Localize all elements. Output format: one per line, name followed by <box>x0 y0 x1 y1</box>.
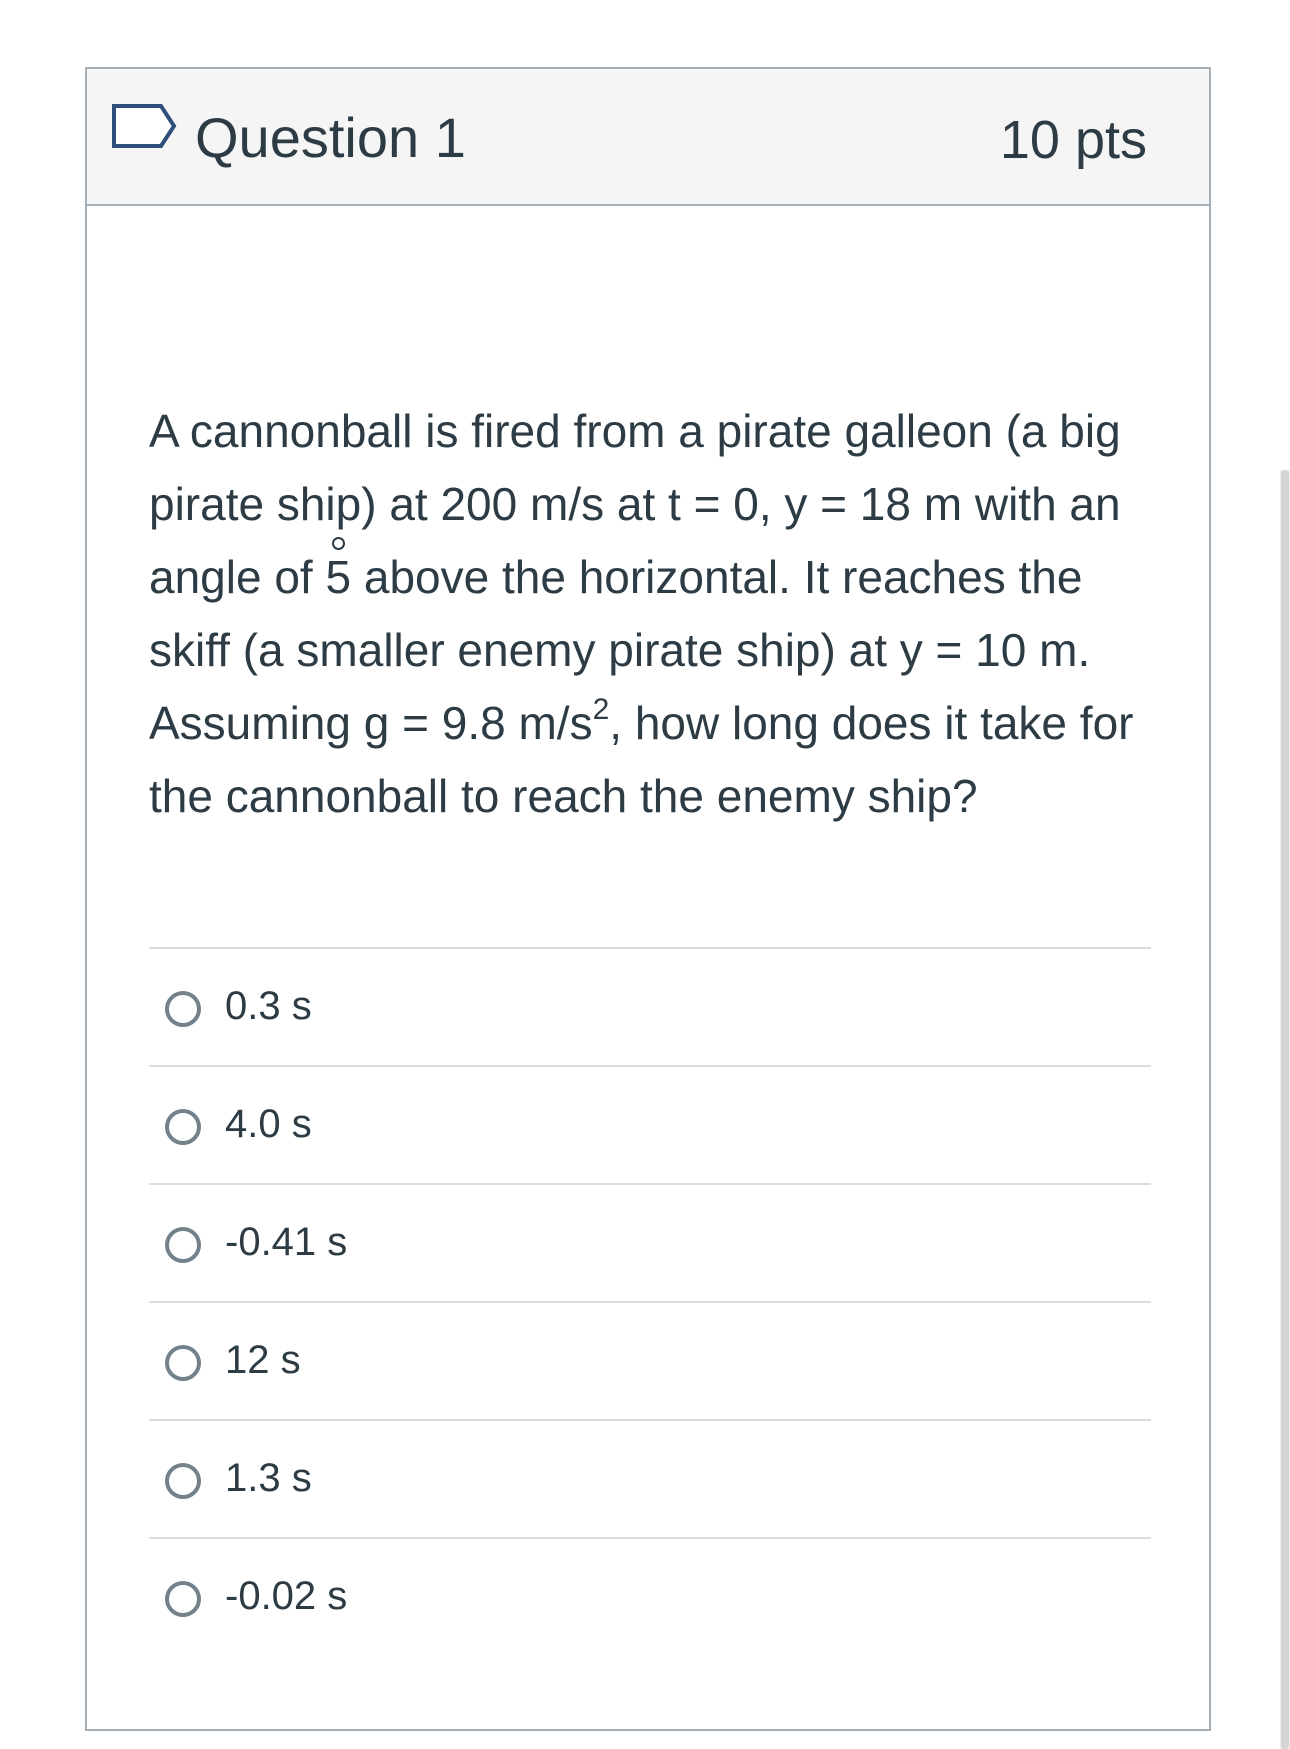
radio-unchecked-icon[interactable] <box>165 991 201 1027</box>
answer-option-5[interactable] <box>149 1419 1151 1537</box>
question-text-part-1: A cannonball is fired from a pirate galleon (a big pirate ship) at 200 m/s at t = 0, y = 18 m with an angle of <box>149 405 1121 603</box>
question-title: Question 1 <box>195 106 466 169</box>
exponent: 2 <box>592 693 610 726</box>
answer-label[interactable]: 4.0 s <box>225 1102 312 1146</box>
answer-label[interactable]: 0.3 s <box>225 984 312 1028</box>
angle-value: 5 <box>325 541 351 614</box>
question-text-part-2: above the horizontal. It reaches the skiff (a smaller enemy pirate ship) at y = 10 m. Assuming g = 9.8 m/s <box>149 551 1091 749</box>
question-card <box>85 67 1211 1731</box>
answer-label[interactable]: 12 s <box>225 1338 301 1382</box>
answer-list <box>149 947 1151 1655</box>
radio-unchecked-icon[interactable] <box>165 1227 201 1263</box>
scrollbar-thumb[interactable] <box>1281 470 1289 1749</box>
question-header <box>87 69 1209 206</box>
answer-option-1[interactable] <box>149 947 1151 1065</box>
radio-unchecked-icon[interactable] <box>165 1345 201 1381</box>
answer-option-2[interactable] <box>149 1065 1151 1183</box>
answer-label[interactable]: -0.41 s <box>225 1220 348 1264</box>
answer-label[interactable]: 1.3 s <box>225 1456 312 1500</box>
answer-label[interactable]: -0.02 s <box>225 1574 348 1618</box>
radio-unchecked-icon[interactable] <box>165 1463 201 1499</box>
answer-option-6[interactable] <box>149 1537 1151 1655</box>
radio-unchecked-icon[interactable] <box>165 1581 201 1617</box>
question-points: 10 pts <box>999 110 1147 170</box>
answer-option-4[interactable] <box>149 1301 1151 1419</box>
question-text-part-3: , how long does it take for the cannonball to reach the enemy ship? <box>149 697 1134 822</box>
radio-unchecked-icon[interactable] <box>165 1109 201 1145</box>
flag-question-icon[interactable] <box>111 103 177 149</box>
question-text <box>149 395 1149 833</box>
answer-option-3[interactable] <box>149 1183 1151 1301</box>
